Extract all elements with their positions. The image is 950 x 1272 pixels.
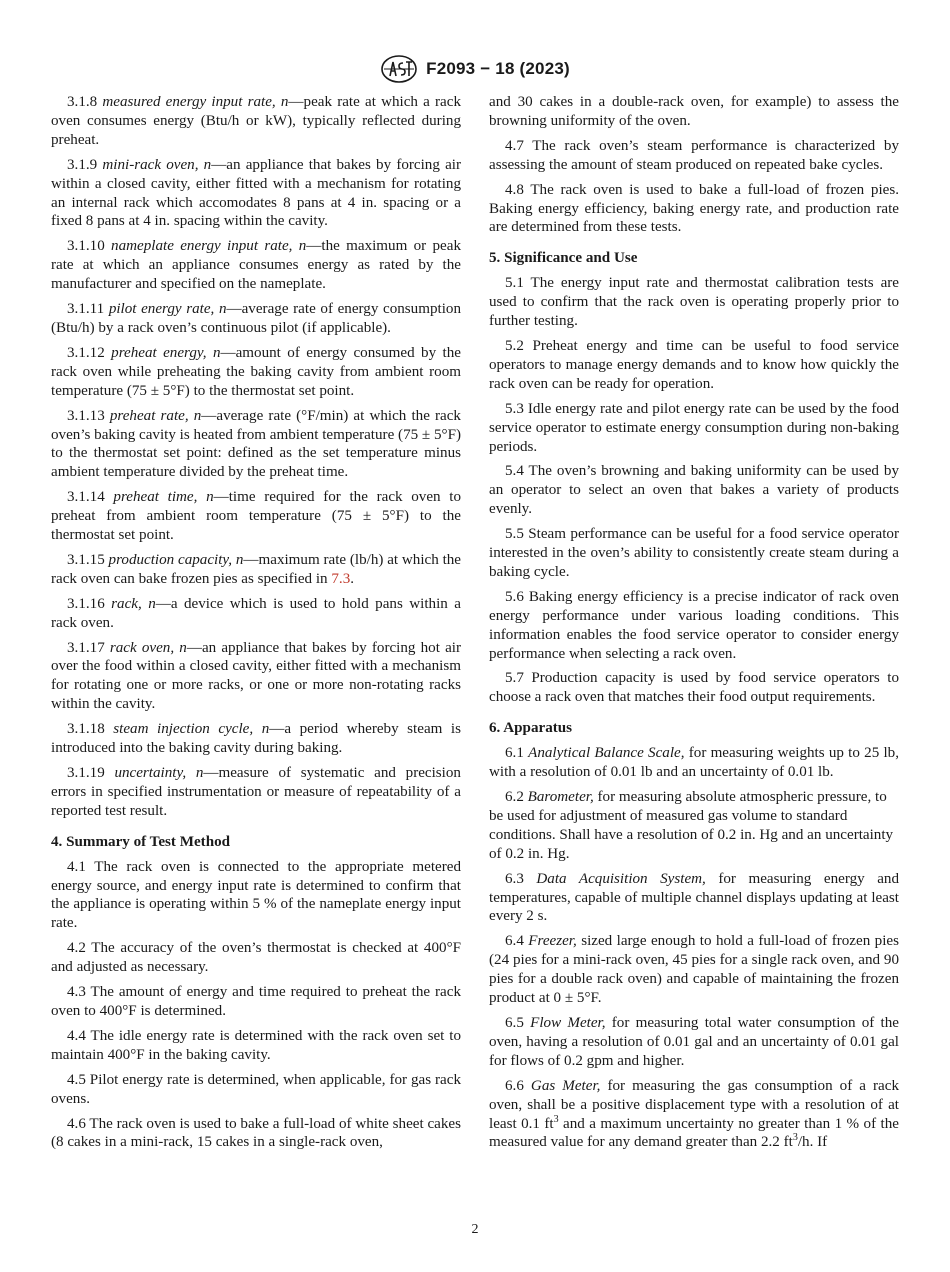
definition: 3.1.15 production capacity, n—maximum rate (lb/h) at which the rack oven can bake frozen pies as specified in 7.3. [51,551,462,587]
definition: 3.1.10 nameplate energy input rate, n—the maximum or peak rate at which an appliance consumes energy as rated by the manufacturer and specified on the nameplate. [51,238,462,293]
paragraph: 5.2 Preheat energy and time can be useful to food service operators to manage energy demands and to know how quickly the rack oven can be ready for operation. [489,337,899,392]
paragraph: 4.1 The rack oven is connected to the appropriate metered energy source, and energy input rate is determined to confirm that the appliance is operating within 5 % of the nameplate energy input rate. [51,858,461,932]
definition: 3.1.16 rack, n—a device which is used to hold pans within a rack oven. [51,595,461,631]
paragraph: 4.8 The rack oven is used to bake a full-load of frozen pies. Baking energy efficiency, baking energy rate, and production rate are determined from these tests. [489,181,899,236]
apparatus-item: 6.2 Barometer, for measuring absolute atmospheric pressure, to be used for adjustment of measured gas volume to standard conditions. Shall have a resolution of 0.2 in. Hg and an uncertainty of 0.2 in. Hg. [489,789,894,862]
apparatus-item: 6.1 Analytical Balance Scale, for measuring weights up to 25 lb, with a resolution of 0.01 lb and an uncertainty of 0.01 lb. [489,745,899,781]
paragraph: 5.5 Steam performance can be useful for a food service operator interested in the oven’s ability to consistently create steam during a baking cycle. [489,526,899,580]
paragraph: 4.4 The idle energy rate is determined with the rack oven set to maintain 400°F in the baking cavity. [51,1027,461,1063]
paragraph: 4.7 The rack oven’s steam performance is characterized by assessing the amount of steam produced on repeated bake cycles. [489,137,899,173]
paragraph: 5.3 Idle energy rate and pilot energy rate can be used by the food service operator to estimate energy consumption during non-baking periods. [489,400,899,455]
section-heading: 4. Summary of Test Method [51,833,231,850]
section-heading: 6. Apparatus [489,720,573,737]
definition: 3.1.9 mini-rack oven, n—an appliance that bakes by forcing air within a closed cavity, either fitted with a mechanism for rotating an internal rack which accomodates 8 pans at 4 in. spacing or a fixed 8 pans at 4 in. spacing within the cavity. [51,156,461,230]
paragraph: 5.6 Baking energy efficiency is a precise indicator of rack oven energy performance under various loading conditions. This information enables the food service operator to consider energy performance when selecting a rack oven. [489,588,899,662]
apparatus-item: 6.5 Flow Meter, for measuring total water consumption of the oven, having a resolution of 0.01 gal and an uncertainty of 0.01 gal for flows of 0.2 gpm and higher. [489,1014,899,1069]
apparatus-item: 6.4 Freezer, sized large enough to hold a full-load of frozen pies (24 pies for a mini-rack oven, 45 pies for a single rack oven, and 90 pies for a double rack oven) and capable of maintaining the frozen product at 0 ± 5°F. [489,933,899,1007]
paragraph: 4.2 The accuracy of the oven’s thermostat is checked at 400°F and adjusted as necessary. [51,940,461,976]
paragraph: 4.3 The amount of energy and time required to preheat the rack oven to 400°F is determined. [51,984,461,1019]
section-link-7-3[interactable]: 7.3 [331,570,351,587]
paragraph: 5.4 The oven’s browning and baking uniformity can be used by an operator to select an oven that bakes a variety of products evenly. [489,463,899,518]
definition: 3.1.17 rack oven, n—an appliance that bakes by forcing hot air over the food within a closed cavity, either fitted with a mechanism for rotating one or more racks, or one or more non-rotating racks within the cavity. [51,639,461,713]
page-number: 2 [471,1222,479,1237]
definition: 3.1.11 pilot energy rate, n—average rate of energy consumption (Btu/h) by a rack oven’s continuous pilot (if applicable). [51,301,461,336]
definition: 3.1.14 preheat time, n—time required for the rack oven to preheat from ambient room temperature (75 ± 5°F) to the thermostat set point. [51,489,461,544]
definition: 3.1.8 measured energy input rate, n—peak rate at which a rack oven consumes energy (Btu/h or kW), typically reflected during preheat. [51,94,461,148]
paragraph: 5.7 Production capacity is used by food service operators to choose a rack oven that matches their food output requirements. [489,670,899,706]
right-column [489,93,899,1158]
apparatus-item: 6.3 Data Acquisition System, for measuring energy and temperatures, capable of multiple channel displays updating at least every 2 s. [489,870,899,925]
definition: 3.1.12 preheat energy, n—amount of energy consumed by the rack oven while preheating the baking cavity from ambient room temperature (75 ± 5°F) to the thermostat set point. [51,344,461,399]
apparatus-item: 6.6 Gas Meter, for measuring the gas consumption of a rack oven, shall be a positive displacement type with a resolution of at least 0.1 $ft^3$ and a maximum uncertainty no greater than 1 % of the measured value for any demand greater than 2.2 $ft^3/h$. If [489,1077,899,1151]
paragraph: 4.5 Pilot energy rate is determined, when applicable, for gas rack ovens. [51,1071,461,1107]
definition: 3.1.19 uncertainty, n—measure of systematic and precision errors in specified instrumentation or measure of repeatability of a reported test result. [51,765,461,819]
left-column [51,93,461,1158]
definition: 3.1.18 steam injection cycle, n—a period whereby steam is introduced into the baking cavity during baking. [51,721,461,757]
definition: 3.1.13 preheat rate, n—average rate (°F/min) at which the rack oven’s baking cavity is heated from ambient temperature (75 ± 5°F) to the thermostat set point: defined as the set temperature minus ambient temperature divided by the preheat time. [51,407,461,481]
definitions-list [51,93,461,821]
astm-logo-icon [380,54,418,84]
section-heading: 5. Significance and Use [489,250,638,267]
page-header [0,54,950,84]
paragraph: 5.1 The energy input rate and thermostat calibration tests are used to confirm that the rack oven is operating properly prior to further testing. [489,275,899,330]
paragraph: and 30 cakes in a double-rack oven, for example) to assess the browning uniformity of the oven. [489,94,899,129]
paragraph: 4.6 The rack oven is used to bake a full-load of white sheet cakes (8 cakes in a mini-rack, 15 cakes in a single-rack oven, [51,1115,461,1151]
document-id: F2093 − 18 (2023) [426,59,570,78]
